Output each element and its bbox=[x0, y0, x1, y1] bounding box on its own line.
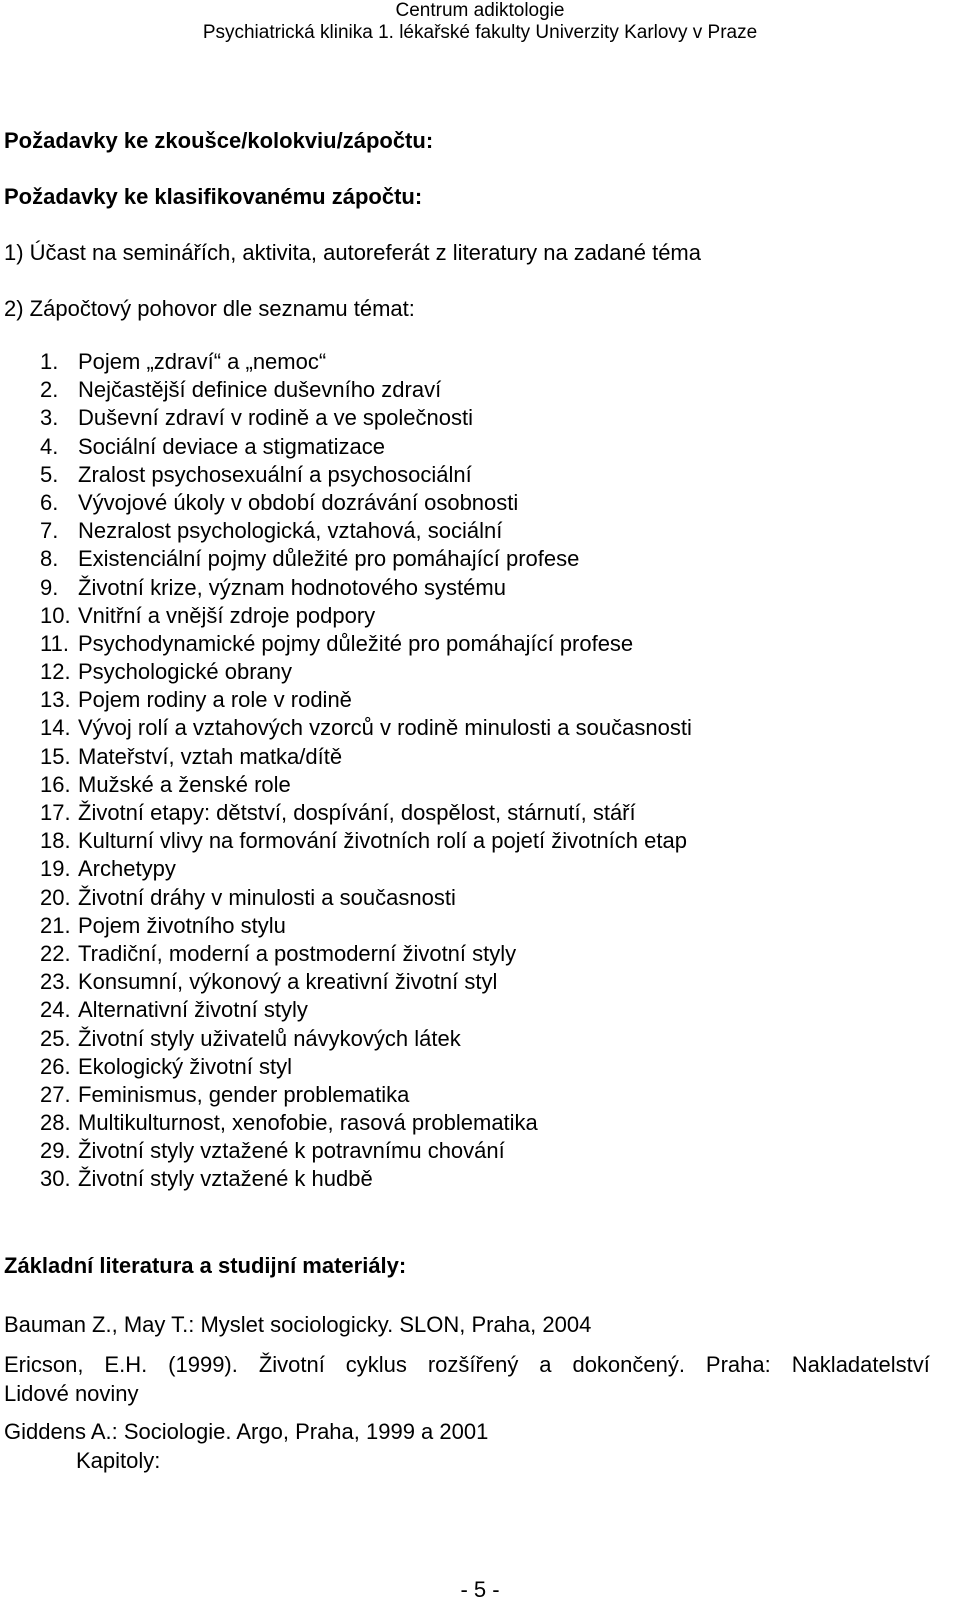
topic-number: 28. bbox=[40, 1110, 71, 1136]
topic-text: Multikulturnost, xenofobie, rasová problematika bbox=[78, 1110, 538, 1136]
requirement-item-1: 1) Účast na seminářích, aktivita, autoreferát z literatury na zadané téma bbox=[4, 240, 701, 265]
topic-list-item bbox=[40, 574, 692, 602]
topic-list-item bbox=[40, 602, 692, 630]
topic-text: Nejčastější definice duševního zdraví bbox=[78, 377, 442, 403]
topic-list-item bbox=[40, 433, 692, 461]
ericson-word: cyklus bbox=[345, 1352, 407, 1377]
graded-credit-heading: Požadavky ke klasifikovanému zápočtu: bbox=[4, 184, 423, 209]
topic-text: Vývoj rolí a vztahových vzorců v rodině minulosti a současnosti bbox=[78, 715, 692, 741]
topic-text: Životní styly uživatelů návykových látek bbox=[78, 1025, 461, 1051]
topic-list-item bbox=[40, 376, 692, 404]
topic-text: Životní dráhy v minulosti a současnosti bbox=[78, 884, 456, 910]
topic-number: 4. bbox=[40, 433, 59, 459]
topic-text: Nezralost psychologická, vztahová, sociální bbox=[78, 518, 503, 544]
topic-number: 3. bbox=[40, 405, 59, 431]
topic-number: 20. bbox=[40, 884, 71, 910]
topic-list-item bbox=[40, 1109, 692, 1137]
topic-text: Tradiční, moderní a postmoderní životní styly bbox=[78, 940, 517, 966]
topic-list-item bbox=[40, 771, 692, 799]
topic-number: 9. bbox=[40, 574, 59, 600]
topic-text: Životní styly vztažené k hudbě bbox=[78, 1166, 373, 1192]
ericson-word: Ericson, bbox=[4, 1352, 84, 1377]
topic-number: 21. bbox=[40, 912, 71, 938]
topic-text: Psychodynamické pojmy důležité pro pomáhající profese bbox=[78, 630, 634, 656]
topic-number: 2. bbox=[40, 377, 59, 403]
ericson-word: (1999). bbox=[168, 1352, 238, 1377]
topic-text: Životní etapy: dětství, dospívání, dospělost, stárnutí, stáří bbox=[78, 800, 636, 825]
topic-text: Pojem životního stylu bbox=[78, 912, 286, 938]
topic-text: Mužské a ženské role bbox=[78, 771, 291, 797]
topic-list-item bbox=[40, 658, 692, 686]
topic-number: 22. bbox=[40, 940, 71, 966]
topic-text: Pojem rodiny a role v rodině bbox=[78, 687, 352, 713]
literature-ericson-line2: Lidové noviny bbox=[4, 1381, 139, 1406]
topic-number: 5. bbox=[40, 461, 59, 487]
topic-text: Životní krize, význam hodnotového systému bbox=[78, 574, 506, 600]
topic-list-item bbox=[40, 940, 692, 968]
topic-list-item bbox=[40, 1053, 692, 1081]
topic-list bbox=[40, 348, 692, 1194]
topic-list-item bbox=[40, 714, 692, 742]
topic-text: Existenciální pojmy důležité pro pomáhající profese bbox=[78, 546, 580, 572]
topic-number: 13. bbox=[40, 687, 71, 713]
topic-text: Sociální deviace a stigmatizace bbox=[78, 433, 385, 459]
requirement-item-2: 2) Zápočtový pohovor dle seznamu témat: bbox=[4, 296, 415, 321]
ericson-word: Nakladatelství bbox=[791, 1352, 930, 1377]
topic-list-item bbox=[40, 996, 692, 1024]
ericson-word: rozšířený bbox=[427, 1352, 519, 1377]
topic-list-item bbox=[40, 799, 692, 827]
page-number: - 5 - bbox=[460, 1577, 500, 1602]
topic-list-item bbox=[40, 743, 692, 771]
topic-number: 15. bbox=[40, 743, 71, 769]
topic-number: 18. bbox=[40, 828, 71, 854]
topic-text: Kulturní vlivy na formování životních rolí a pojetí životních etap bbox=[78, 828, 687, 854]
topic-number: 24. bbox=[40, 997, 71, 1023]
header-faculty: Psychiatrická klinika 1. lékařské fakulty Univerzity Karlovy v Praze bbox=[202, 22, 758, 43]
topic-list-item bbox=[40, 517, 692, 545]
topic-number: 1. bbox=[40, 349, 59, 374]
topic-number: 6. bbox=[40, 489, 59, 515]
literature-giddens: Giddens A.: Sociologie. Argo, Praha, 1999 a 2001 bbox=[4, 1419, 489, 1444]
literature-ericson bbox=[4, 1350, 930, 1408]
topic-text: Zralost psychosexuální a psychosociální bbox=[78, 461, 472, 487]
topic-list-item bbox=[40, 827, 692, 855]
topic-list-item bbox=[40, 461, 692, 489]
ericson-word: Praha: bbox=[705, 1352, 771, 1377]
topic-text: Psychologické obrany bbox=[78, 659, 293, 685]
ericson-word: a bbox=[539, 1352, 552, 1377]
topic-list-item bbox=[40, 912, 692, 940]
topic-list-item bbox=[40, 968, 692, 996]
topic-number: 8. bbox=[40, 546, 59, 572]
topic-list-item bbox=[40, 1137, 692, 1165]
ericson-word: Životní bbox=[258, 1352, 325, 1377]
topic-number: 26. bbox=[40, 1053, 71, 1079]
topic-number: 27. bbox=[40, 1081, 71, 1107]
literature-heading: Základní literatura a studijní materiály: bbox=[4, 1253, 407, 1278]
topic-list-item bbox=[40, 855, 692, 883]
topic-number: 23. bbox=[40, 969, 71, 995]
topic-list-item bbox=[40, 686, 692, 714]
ericson-word: dokončený. bbox=[572, 1352, 685, 1377]
topic-text: Duševní zdraví v rodině a ve společnosti bbox=[78, 405, 473, 431]
topic-text: Feminismus, gender problematika bbox=[78, 1081, 410, 1107]
topic-number: 10. bbox=[40, 602, 71, 628]
topic-text: Vnitřní a vnější zdroje podpory bbox=[78, 602, 376, 628]
topic-text: Ekologický životní styl bbox=[78, 1053, 292, 1079]
topic-text: Archetypy bbox=[78, 856, 176, 882]
ericson-word: E.H. bbox=[104, 1352, 148, 1377]
topic-list-item bbox=[40, 1081, 692, 1109]
topic-list-item bbox=[40, 1165, 692, 1193]
literature-chapters: Kapitoly: bbox=[76, 1448, 161, 1473]
topic-text: Vývojové úkoly v období dozrávání osobnosti bbox=[78, 489, 519, 515]
topic-number: 19. bbox=[40, 856, 71, 882]
topic-number: 16. bbox=[40, 771, 71, 797]
topic-number: 14. bbox=[40, 715, 71, 741]
topic-number: 17. bbox=[40, 800, 71, 825]
topic-number: 25. bbox=[40, 1025, 71, 1051]
literature-bauman: Bauman Z., May T.: Myslet sociologicky. SLON, Praha, 2004 bbox=[4, 1312, 592, 1337]
topic-number: 7. bbox=[40, 518, 59, 544]
topic-list-item bbox=[40, 884, 692, 912]
topic-list-item bbox=[40, 348, 692, 376]
topic-text: Pojem „zdraví“ a „nemoc“ bbox=[78, 349, 327, 374]
topic-number: 12. bbox=[40, 659, 71, 685]
topic-text: Konsumní, výkonový a kreativní životní styl bbox=[78, 969, 498, 995]
literature-ericson-line1 bbox=[4, 1350, 930, 1379]
topic-text: Alternativní životní styly bbox=[78, 997, 308, 1023]
topic-number: 30. bbox=[40, 1166, 71, 1192]
requirements-heading: Požadavky ke zkoušce/kolokviu/zápočtu: bbox=[4, 128, 434, 153]
topic-number: 29. bbox=[40, 1138, 71, 1164]
topic-list-item bbox=[40, 1025, 692, 1053]
topic-list-item bbox=[40, 630, 692, 658]
topic-number: 11. bbox=[40, 630, 69, 656]
topic-list-item bbox=[40, 545, 692, 573]
topic-list-item bbox=[40, 489, 692, 517]
topic-list-item bbox=[40, 404, 692, 432]
topic-text: Mateřství, vztah matka/dítě bbox=[78, 743, 343, 769]
header-institution: Centrum adiktologie bbox=[395, 0, 565, 21]
topic-text: Životní styly vztažené k potravnímu chování bbox=[78, 1138, 505, 1164]
